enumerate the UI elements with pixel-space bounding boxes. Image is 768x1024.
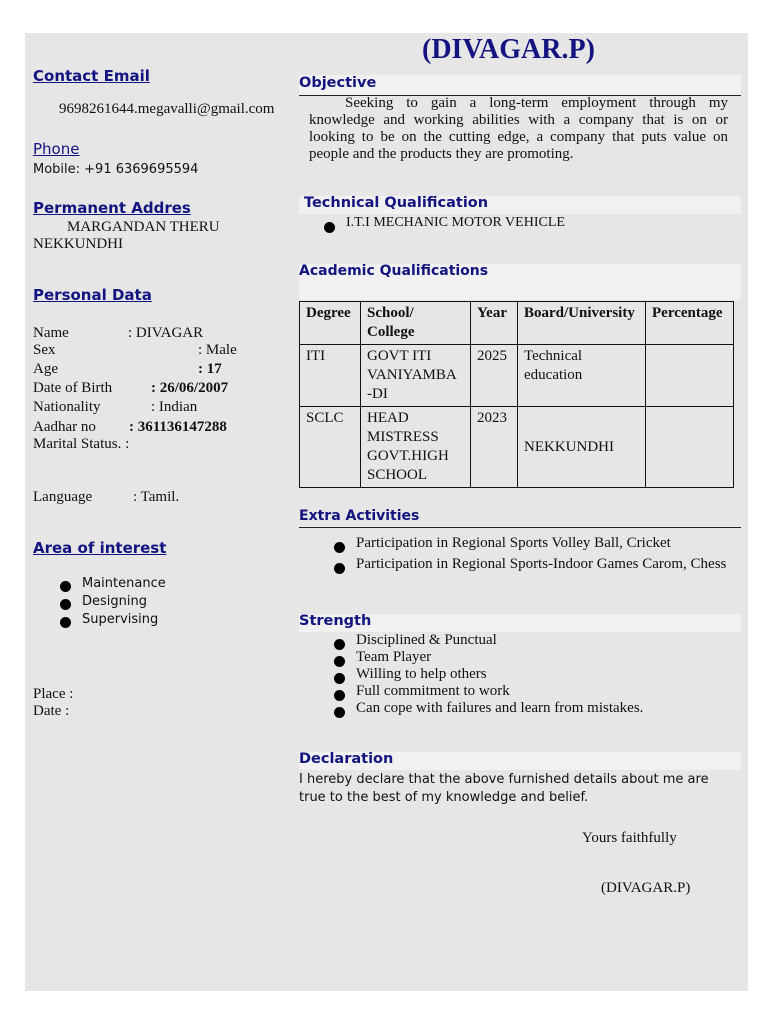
cell-school: GOVT ITI VANIYAMBA -DI (361, 345, 471, 407)
cell-school: HEAD MISTRESS GOVT.HIGH SCHOOL (361, 407, 471, 488)
personal-aadhar-label: Aadhar no (33, 419, 96, 435)
col-board: Board/University (518, 302, 646, 345)
cell-percentage (646, 345, 734, 407)
personal-nationality-label: Nationality (33, 399, 101, 415)
area-of-interest-heading: Area of interest (33, 539, 167, 557)
interest-bullet-icon (60, 597, 71, 615)
address-line-2: NEKKUNDHI (33, 236, 123, 252)
cell-year: 2025 (471, 345, 518, 407)
col-year: Year (471, 302, 518, 345)
extra-rule (299, 527, 741, 528)
academic-heading: Academic Qualifications (299, 263, 489, 279)
address-line-1: MARGANDAN THERU (67, 219, 220, 235)
personal-data-heading: Personal Data (33, 286, 152, 304)
language-label: Language (33, 489, 93, 505)
strength-bullet-icon (334, 671, 345, 689)
declaration-text: I hereby declare that the above furnished details about me are true to the best of my knowledge and belief. (299, 772, 709, 805)
phone-heading: Phone (33, 140, 80, 158)
academic-table (299, 301, 734, 488)
personal-sex-value: : Male (198, 342, 237, 358)
objective-text (309, 95, 728, 163)
signature-name: (DIVAGAR.P) (601, 880, 691, 896)
personal-dob-label: Date of Birth (33, 380, 113, 396)
resume-name-title: (DIVAGAR.P) (422, 34, 595, 65)
cell-degree: SCLC (300, 407, 361, 488)
cell-year: 2023 (471, 407, 518, 488)
personal-dob-value: : 26/06/2007 (151, 380, 229, 396)
interest-bullet-icon (60, 579, 71, 597)
technical-bullet-icon (324, 220, 335, 238)
cell-percentage (646, 407, 734, 488)
extra-heading: Extra Activities (299, 508, 420, 524)
col-degree: Degree (300, 302, 361, 345)
interest-item: Designing (82, 594, 147, 609)
technical-item: I.T.I MECHANIC MOTOR VEHICLE (346, 215, 565, 230)
personal-name-label: Name (33, 325, 69, 341)
table-row (300, 345, 734, 407)
table-row (300, 407, 734, 488)
extra-item: Participation in Regional Sports Volley Ball, Cricket (356, 535, 671, 551)
personal-age-value: : 17 (198, 361, 222, 377)
mobile-text: Mobile: +91 6369695594 (33, 162, 199, 177)
date-label: Date : (33, 703, 70, 719)
personal-name-value: : DIVAGAR (128, 325, 204, 341)
strength-item: Full commitment to work (356, 683, 510, 699)
interest-bullet-icon (60, 615, 71, 633)
strength-bullet-icon (334, 654, 345, 672)
place-label: Place : (33, 686, 74, 702)
strength-item: Team Player (356, 649, 432, 665)
language-value: : Tamil. (133, 489, 180, 505)
strength-item: Can cope with failures and learn from mistakes. (356, 700, 644, 716)
extra-item: Participation in Regional Sports-Indoor Games Carom, Chess (356, 556, 727, 572)
cell-degree: ITI (300, 345, 361, 407)
closing-text: Yours faithfully (582, 830, 677, 846)
table-header-row (300, 302, 734, 345)
objective-paragraph: Seeking to gain a long-term employment through my knowledge and working abilities with a company that is on or looking to be on the cutting edge, a company that puts value on people and the products they are promoting. (309, 95, 728, 162)
contact-email-heading: Contact Email (33, 67, 150, 85)
strength-bullet-icon (334, 688, 345, 706)
strength-item: Willing to help others (356, 666, 487, 682)
personal-aadhar-value: : 361136147288 (129, 419, 227, 435)
cell-board: NEKKUNDHI (518, 407, 646, 488)
declaration-heading: Declaration (299, 751, 394, 767)
personal-marital-label: Marital Status. : (33, 436, 130, 452)
extra-bullet-icon (334, 561, 345, 579)
col-percentage: Percentage (646, 302, 734, 345)
email-text: 9698261644.megavalli@gmail.com (59, 101, 275, 117)
cell-board: Technical education (518, 345, 646, 407)
interest-item: Supervising (82, 612, 159, 627)
strength-item: Disciplined & Punctual (356, 632, 497, 648)
strength-bullet-icon (334, 705, 345, 723)
col-school: School/ College (361, 302, 471, 345)
objective-heading: Objective (299, 75, 377, 91)
strength-heading: Strength (299, 613, 372, 629)
extra-bullet-icon (334, 540, 345, 558)
interest-item: Maintenance (82, 576, 166, 591)
personal-nationality-value: : Indian (151, 399, 198, 415)
personal-age-label: Age (33, 361, 58, 377)
technical-heading: Technical Qualification (304, 195, 489, 211)
personal-sex-label: Sex (33, 342, 56, 358)
address-heading: Permanent Addres (33, 199, 191, 217)
strength-bullet-icon (334, 637, 345, 655)
